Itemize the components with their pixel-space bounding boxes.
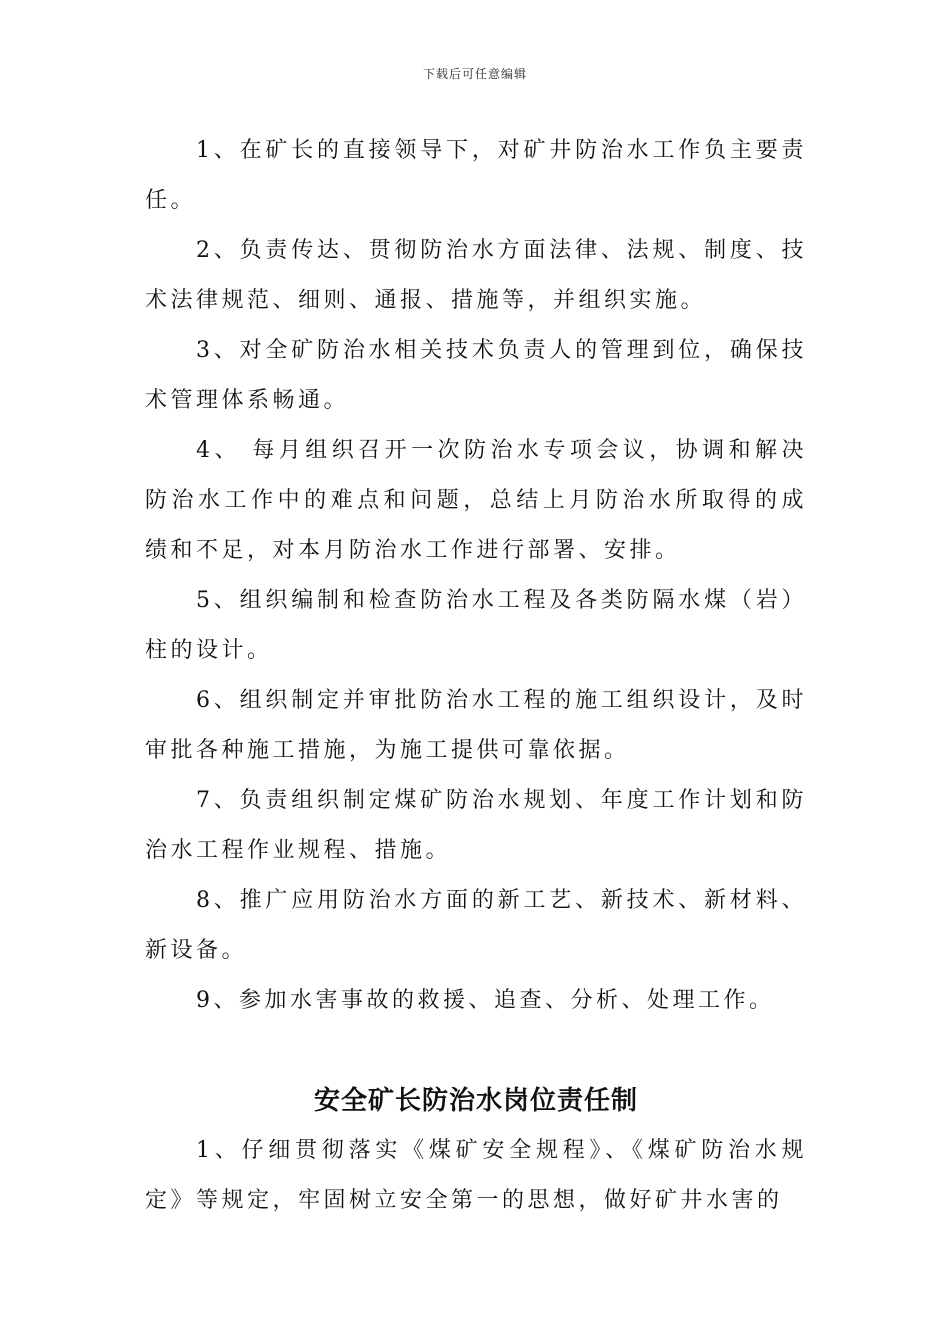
paragraph-7: 7、负责组织制定煤矿防治水规划、年度工作计划和防治水工程作业规程、措施。 [145,788,807,863]
header-note: 下载后可任意编辑 [422,67,527,81]
paragraph-1: 1、在矿长的直接领导下，对矿井防治水工作负主要责任。 [145,138,807,213]
paragraph-section2-1: 1、仔细贯彻落实《煤矿安全规程》、《煤矿防治水规定》等规定，牢固树立安全第一的思想，做好矿井水害的 [145,1138,807,1213]
paragraph-5: 5、组织编制和检查防治水工程及各类防隔水煤（岩）柱的设计。 [145,588,807,663]
paragraph-2: 2、负责传达、贯彻防治水方面法律、法规、制度、技术法律规范、细则、通报、措施等，并组织实施。 [145,238,807,313]
paragraph-9: 9、参加水害事故的救援、追查、分析、处理工作。 [196,988,775,1013]
paragraph-8: 8、推广应用防治水方面的新工艺、新技术、新材料、新设备。 [145,888,807,963]
paragraph-6: 6、组织制定并审批防治水工程的施工组织设计，及时审批各种施工措施，为施工提供可靠依据。 [145,688,807,763]
paragraph-4: 4、 每月组织召开一次防治水专项会议，协调和解决防治水工作中的难点和问题，总结上月防治水所取得的成绩和不足，对本月防治水工作进行部署、安排。 [145,438,807,563]
paragraph-3: 3、对全矿防治水相关技术负责人的管理到位，确保技术管理体系畅通。 [145,338,807,413]
section-title: 安全矿长防治水岗位责任制 [313,1086,638,1116]
document-body [145,126,807,1226]
